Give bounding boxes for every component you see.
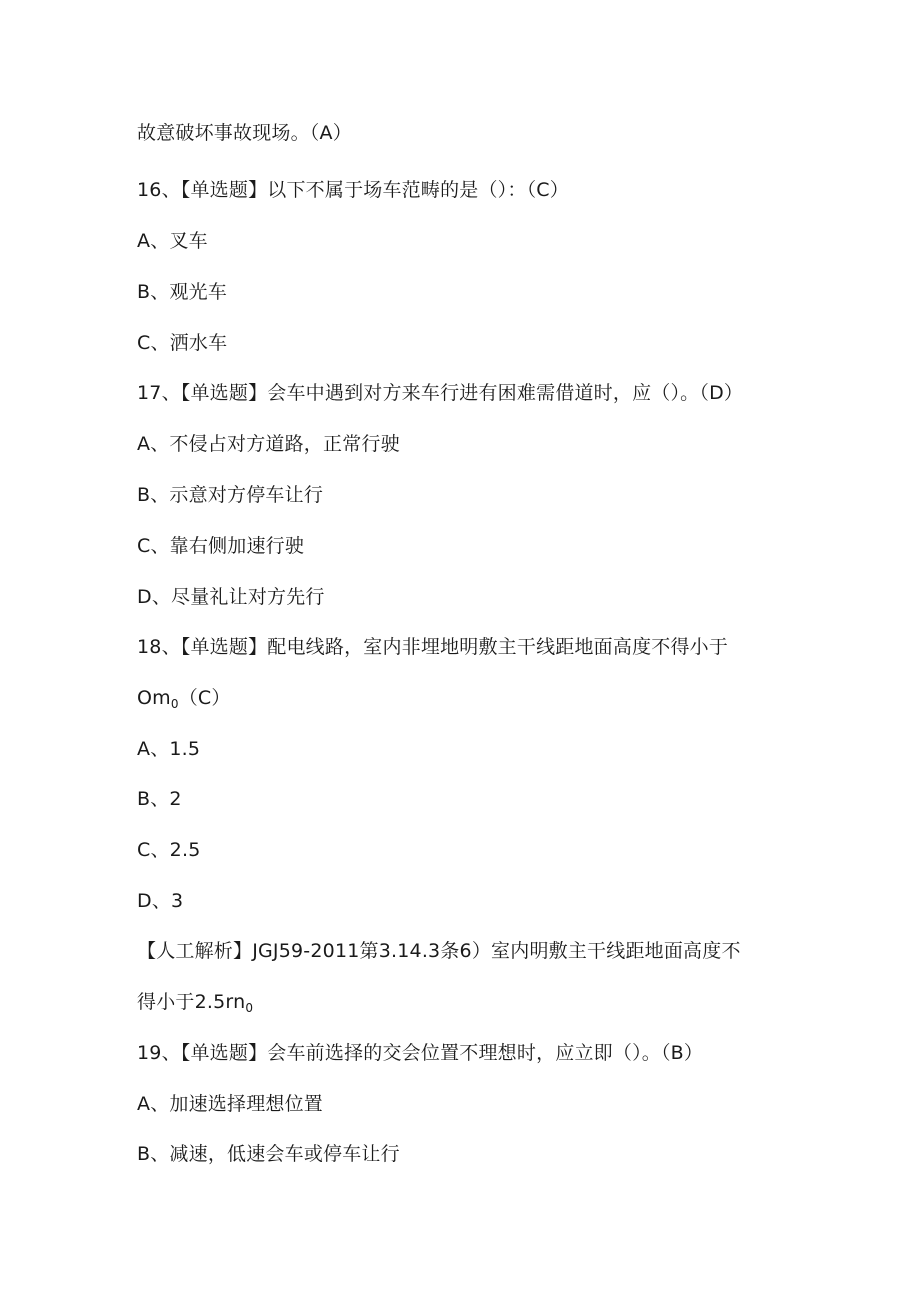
option-d: D、3 [137,890,184,912]
option-a: A、1.5 [137,738,201,760]
question-18-continuation: $Om_0(C)$ [137,687,231,711]
question-18: 18、【单选题】配电线路，室内非埋地明敷主干线距地面高度不得小于 [137,636,729,658]
question-16: 16、【单选题】以下不属于场车范畴的是（）：（C） [137,179,569,201]
question-17: 17、【单选题】会车中遇到对方来车行进有困难需借道时，应（）。（D） [137,382,744,404]
option-a: A、不侵占对方道路，正常行驶 [137,433,400,455]
option-b: B、示意对方停车让行 [137,484,324,506]
text-line: 故意破坏事故现场。（A） [137,122,352,144]
option-b: B、2 [137,788,182,810]
option-c: C、靠右侧加速行驶 [137,535,305,557]
option-a: A、加速选择理想位置 [137,1093,323,1115]
option-c: C、洒水车 [137,332,228,354]
option-b: B、观光车 [137,281,228,303]
analysis: 【人工解析】JGJ59-2011第3.14.3条6）室内明敷主干线距地面高度不 [137,940,741,962]
option-b: B、减速，低速会车或停车让行 [137,1143,400,1165]
question-19: 19、【单选题】会车前选择的交会位置不理想时，应立即（）。（B） [137,1042,704,1064]
option-d: D、尽量礼让对方先行 [137,586,325,608]
option-a: A、叉车 [137,230,208,252]
option-c: C、2.5 [137,839,201,861]
analysis-continuation: 得小于$2.5rn_0$ [137,991,254,1015]
